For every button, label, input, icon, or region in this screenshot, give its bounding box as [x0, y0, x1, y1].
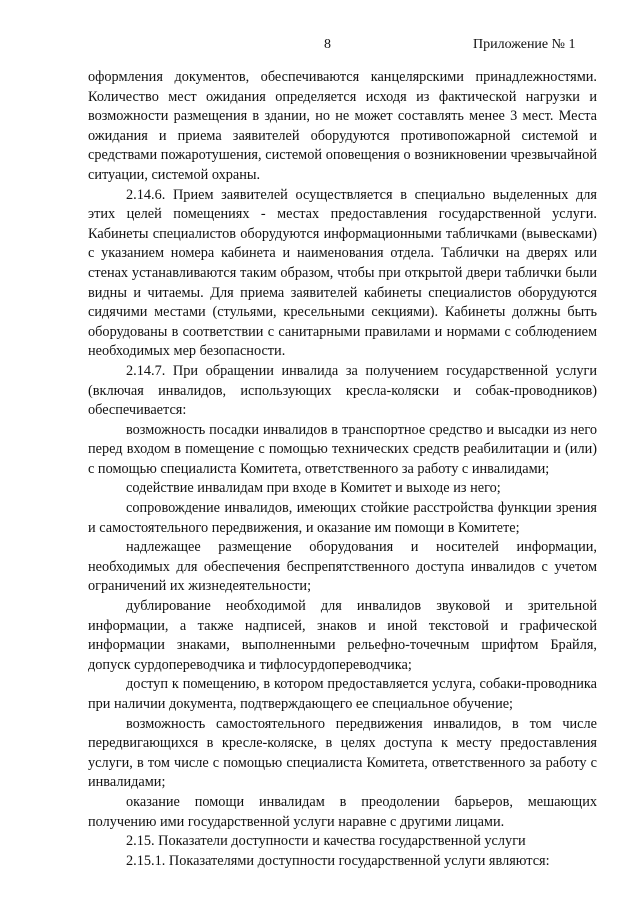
paragraph-2-15-1: 2.15.1. Показателями доступности государственной услуги являются: — [126, 852, 550, 869]
paragraph-2-14-7: 2.14.7. При обращении инвалида за получением государственной услуги (включая инвалидов, использующих кресла-коляски и собак-проводников) обеспечивается: — [88, 362, 597, 419]
list-item-equipment-placement: надлежащее размещение оборудования и носителей информации, необходимых для обеспечения беспрепятственного доступа инвалидов с учетом ограничений их жизнедеятельности; — [88, 539, 597, 595]
list-item-guide-dog-access: доступ к помещению, в котором предоставляется услуга, собаки-проводника при наличии документа, подтверждающего ее специальное обучение; — [88, 676, 597, 712]
page-number: 8 — [324, 37, 331, 52]
list-item-independent-movement: возможность самостоятельного передвижения инвалидов, в том числе передвигающихся в кресле-коляске, в целях доступа к месту предоставления услуги, в том числе с помощью специалиста Комитета, ответственного за работу с инвалидами; — [88, 715, 597, 791]
body-text — [88, 68, 597, 871]
paragraph-2-14-6: 2.14.6. Прием заявителей осуществляется в специально выделенных для этих целей помещениях - местах предоставления государственной услуги. Кабинеты специалистов оборудуются информационными табличками (вывесками) с указанием номера кабинета и наименования отдела. Таблички на дверях или стенах устанавливаются таким образом, чтобы при открытой двери таблички были видны и читаемы. Для приема заявителей кабинеты специалистов оборудуются сидячими местами (стульями, кресельными секциями). Кабинеты должны быть оборудованы в соответствии с санитарными правилами и нормами с соблюдением необходимых мер безопасности. — [88, 186, 597, 360]
list-item-vehicle-boarding: возможность посадки инвалидов в транспортное средство и высадки из него перед входом в помещение с помощью технических средств реабилитации и (или) с помощью специалиста Комитета, ответственного за работу с инвалидами; — [88, 421, 597, 477]
list-item-escort: сопровождение инвалидов, имеющих стойкие расстройства функции зрения и самостоятельного передвижения, и оказание им помощи в Комитете; — [88, 500, 597, 536]
appendix-label: Приложение № 1 — [473, 37, 576, 52]
section-heading-2-15: 2.15. Показатели доступности и качества государственной услуги — [126, 833, 526, 850]
list-item-barrier-assistance: оказание помощи инвалидам в преодолении барьеров, мешающих получению ими государственной услуги наравне с другими лицами. — [88, 793, 597, 830]
list-item-information-duplication: дублирование необходимой для инвалидов звуковой и зрительной информации, а также надписей, знаков и иной текстовой и графической информации знаками, выполненными рельефно-точечным шрифтом Брайля, допуск сурдопереводчика и тифлосурдопереводчика; — [88, 598, 597, 673]
paragraph-continuation: оформления документов, обеспечиваются канцелярскими принадлежностями. Количество мест ожидания определяется исходя из фактической нагрузки и возможности размещения в здании, но не может составлять менее 3 мест. Места ожидания и приема заявителей оборудуются противопожарной системой и средствами пожаротушения, системой оповещения о возникновении чрезвычайной ситуации, системой охраны. — [88, 69, 597, 183]
list-item-entry-assistance: содействие инвалидам при входе в Комитет и выходе из него; — [126, 480, 501, 497]
